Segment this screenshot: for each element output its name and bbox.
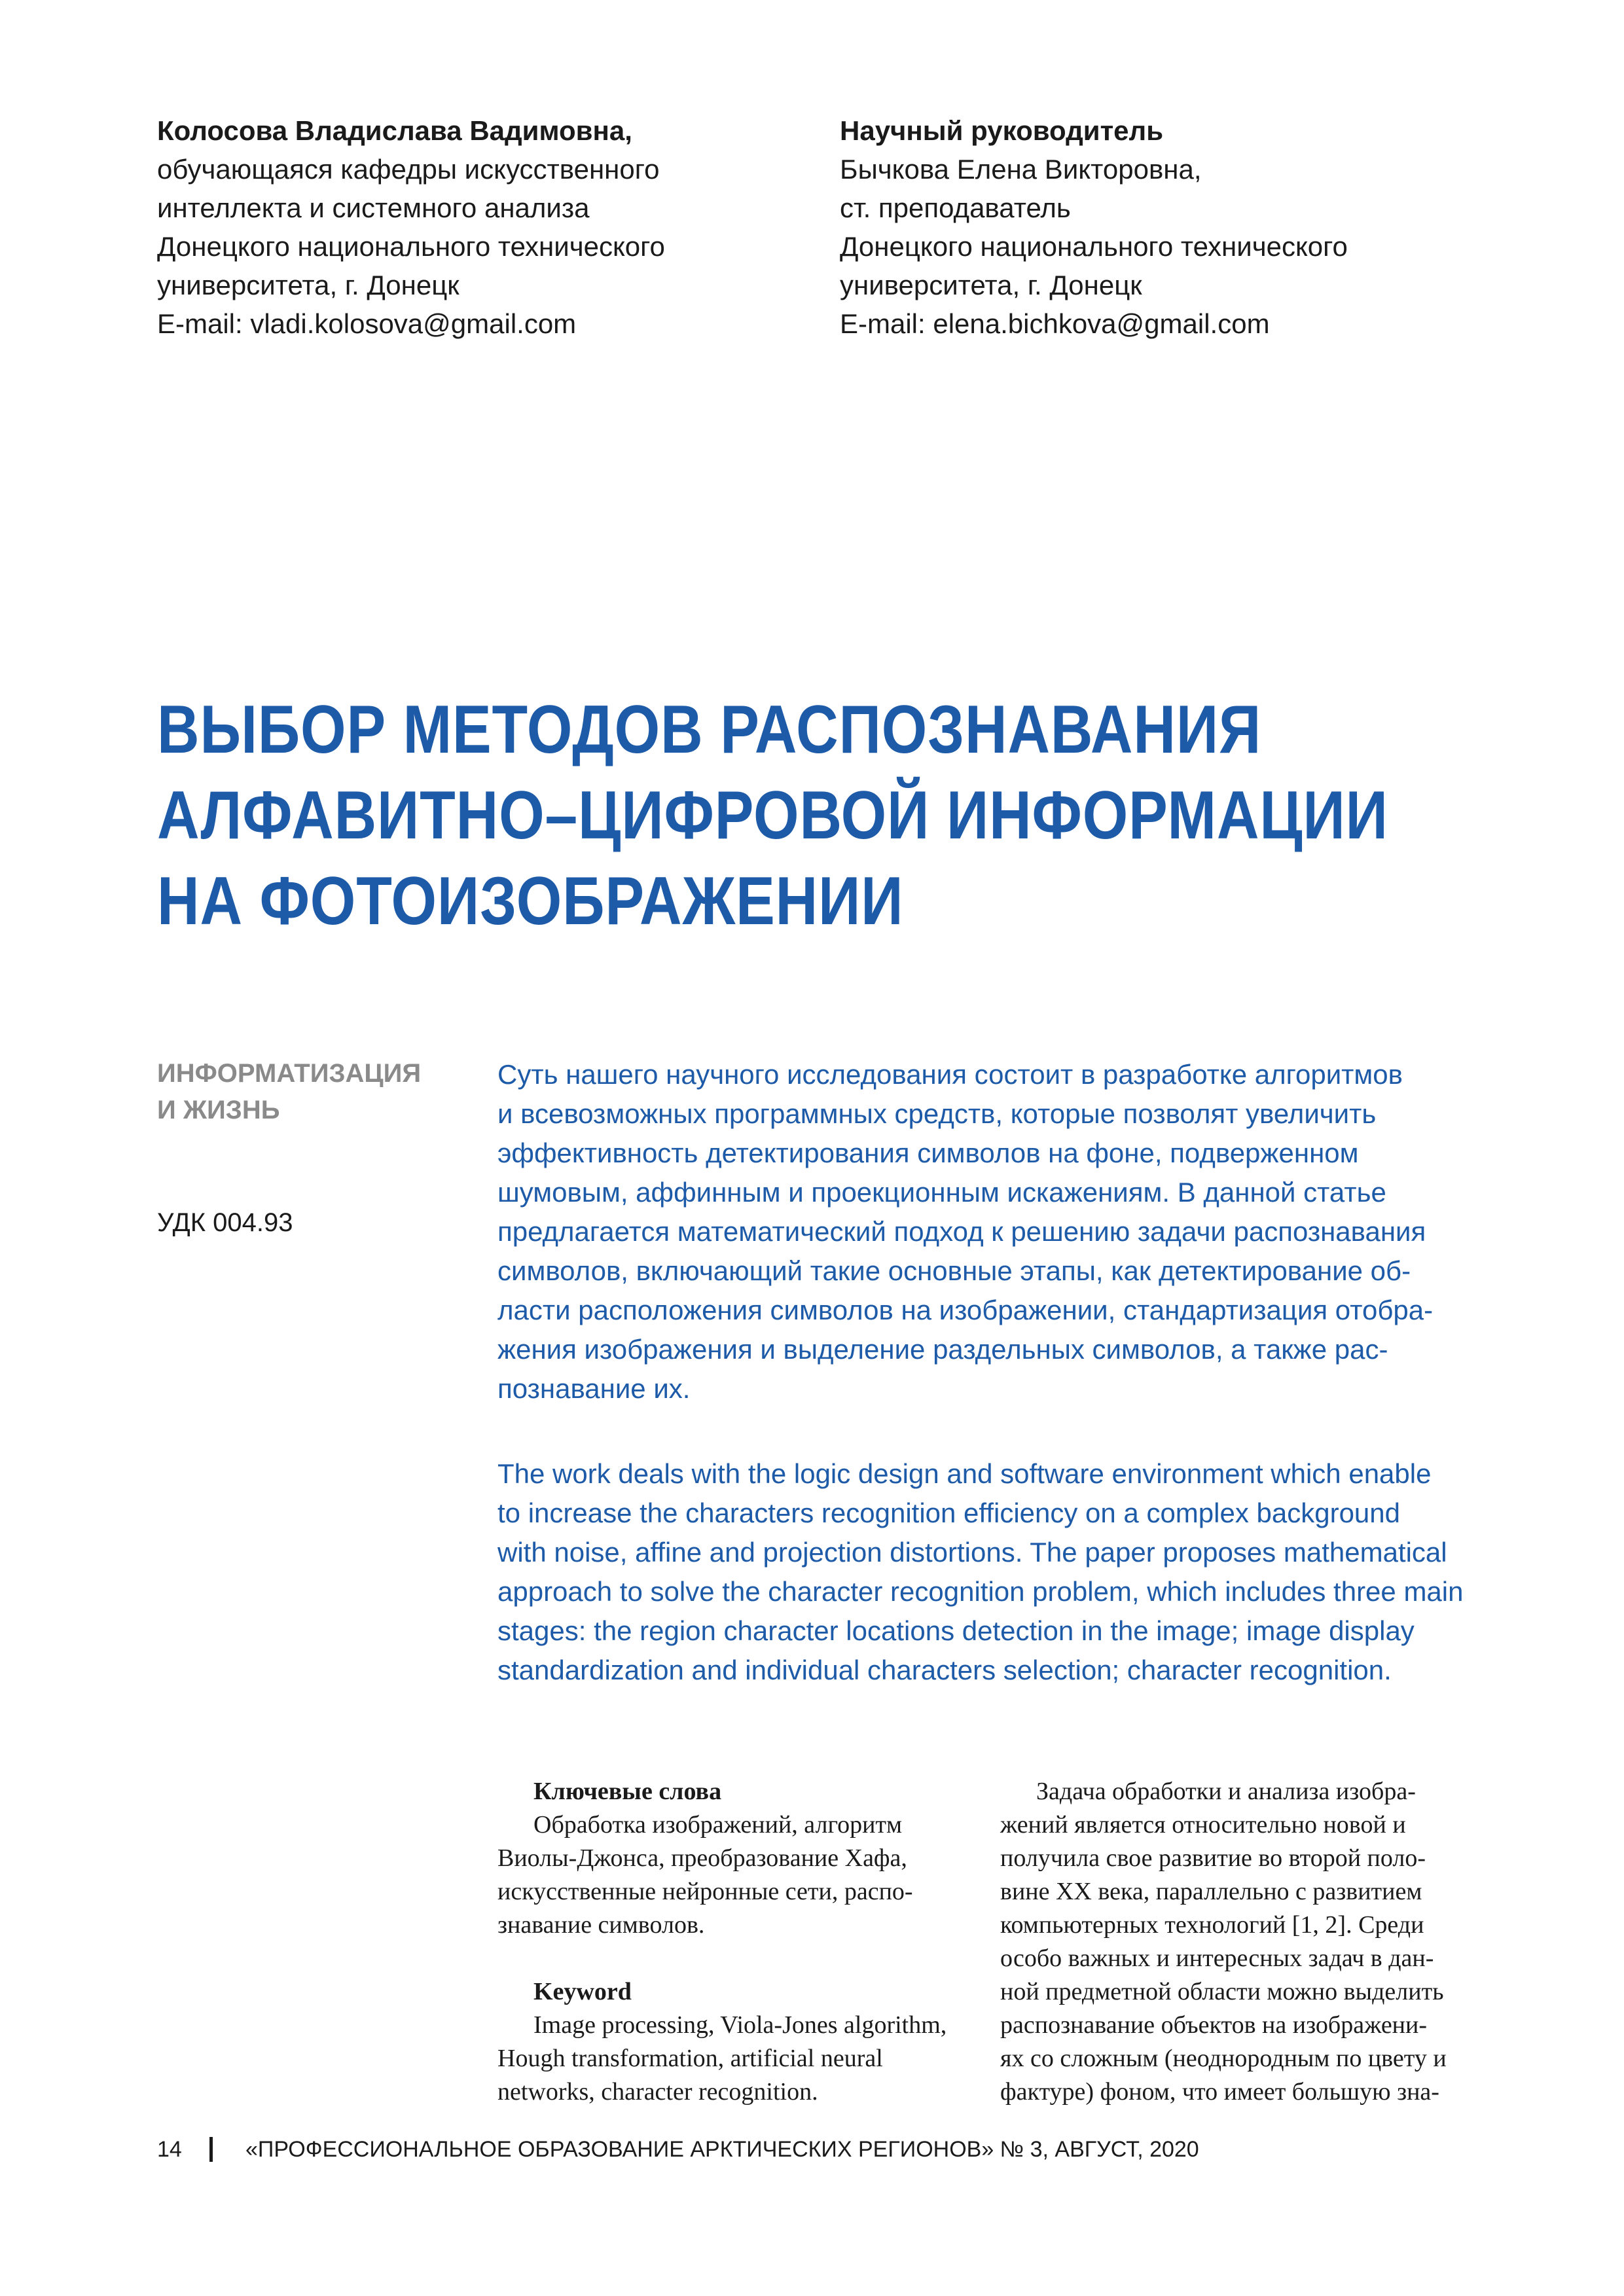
abstract-line: жения изображения и выделение раздельных символов, а также рас- — [497, 1334, 1388, 1365]
body-line: фактуре) фоном, что имеет большую зна- — [1000, 2078, 1439, 2106]
supervisor-line: Донецкого национального технического — [840, 231, 1348, 262]
title-line: ВЫБОР МЕТОДОВ РАСПОЗНАВАНИЯ — [157, 692, 1262, 768]
title-line: АЛФАВИТНО–ЦИФРОВОЙ ИНФОРМАЦИИ — [157, 778, 1388, 853]
supervisor-heading: Научный руководитель — [840, 115, 1164, 146]
supervisor-line: университета, г. Донецк — [840, 270, 1142, 300]
body-line: особо важных и интересных задач в дан- — [1000, 1945, 1434, 1972]
rubric-line: ИНФОРМАТИЗАЦИЯ — [157, 1059, 422, 1088]
keywords-ru-line: знавание символов. — [497, 1911, 705, 1939]
page-number: 14 — [157, 2137, 182, 2162]
article-title — [157, 687, 1388, 944]
author-line: интеллекта и системного анализа — [157, 192, 590, 223]
abstract-en — [497, 1454, 1479, 1690]
keywords-column — [497, 1775, 982, 2109]
body-column — [1000, 1775, 1478, 2109]
abstract-ru — [497, 1055, 1479, 1408]
abstract-line: to increase the characters recognition efficiency on a complex background — [497, 1498, 1401, 1528]
body-line: ях со сложным (неоднородным по цвету и — [1000, 2045, 1447, 2072]
keywords-ru-heading: Ключевые слова — [533, 1778, 722, 1805]
abstract-line: standardization and individual characters selection; character recognition. — [497, 1655, 1392, 1685]
body-line: компьютерных технологий [1, 2]. Среди — [1000, 1911, 1424, 1939]
abstract-line: эффективность детектирования символов на фоне, подверженном — [497, 1138, 1359, 1168]
keywords-ru-line: искусственные нейронные сети, распо- — [497, 1878, 913, 1905]
abstract-line: approach to solve the character recognition problem, which includes three main — [497, 1576, 1464, 1607]
abstract-line: with noise, affine and projection distortions. The paper proposes mathematical — [497, 1537, 1447, 1568]
title-line: НА ФОТОИЗОБРАЖЕНИИ — [157, 863, 904, 939]
supervisor-email: E-mail: elena.bichkova@gmail.com — [840, 308, 1270, 339]
abstract-line: Суть нашего научного исследования состоит в разработке алгоритмов — [497, 1059, 1403, 1090]
supervisor-line: ст. преподаватель — [840, 192, 1071, 223]
author-block — [157, 111, 812, 343]
keywords-en-line: networks, character recognition. — [497, 2078, 818, 2106]
author-line: обучающаяся кафедры искусственного — [157, 154, 660, 185]
rubric-line: И ЖИЗНЬ — [157, 1096, 280, 1124]
keywords-en-line: Image processing, Viola-Jones algorithm, — [533, 2011, 947, 2039]
page-footer — [157, 2135, 1199, 2164]
abstract-line: шумовым, аффинным и проекционным искажениям. В данной статье — [497, 1177, 1386, 1208]
keywords-en-line: Hough transformation, artificial neural — [497, 2045, 883, 2072]
abstract-line: ласти расположения символов на изображении, стандартизация отобра- — [497, 1295, 1434, 1325]
body-line: распознавание объектов на изображени- — [1000, 2011, 1428, 2039]
keywords-ru-line: Обработка изображений, алгоритм — [533, 1811, 903, 1839]
author-line: Донецкого национального технического — [157, 231, 665, 262]
supervisor-block — [840, 111, 1494, 343]
udk-code: УДК 004.93 — [157, 1208, 293, 1237]
abstract-line: и всевозможных программных средств, которые позволят увеличить — [497, 1098, 1377, 1129]
abstract-line: предлагается математический подход к решению задачи распознавания — [497, 1216, 1426, 1247]
supervisor-line: Бычкова Елена Викторовна, — [840, 154, 1202, 185]
body-line: получила свое развитие во второй поло- — [1000, 1844, 1426, 1872]
author-email: E-mail: vladi.kolosova@gmail.com — [157, 308, 577, 339]
journal-name: «ПРОФЕССИОНАЛЬНОЕ ОБРАЗОВАНИЕ АРКТИЧЕСКИХ РЕГИОНОВ» № 3, АВГУСТ, 2020 — [245, 2137, 1199, 2162]
body-line: Задача обработки и анализа изобра- — [1036, 1778, 1416, 1805]
body-line: ной предметной области можно выделить — [1000, 1978, 1444, 2005]
body-line: жений является относительно новой и — [1000, 1811, 1406, 1839]
abstract-line: символов, включающий такие основные этапы, как детектирование об- — [497, 1255, 1411, 1286]
spacer — [497, 1942, 982, 1975]
keywords-en-heading: Keyword — [533, 1978, 632, 2005]
footer-separator — [209, 2137, 213, 2162]
abstract-line: The work deals with the logic design and software environment which enable — [497, 1458, 1432, 1489]
abstract-line: познавание их. — [497, 1373, 691, 1404]
keywords-ru-line: Виолы-Джонса, преобразование Хафа, — [497, 1844, 907, 1872]
abstract-line: stages: the region character locations detection in the image; image display — [497, 1615, 1415, 1646]
author-name: Колосова Владислава Вадимовна, — [157, 115, 632, 146]
rubric — [157, 1055, 471, 1128]
author-line: университета, г. Донецк — [157, 270, 460, 300]
body-line: вине XX века, параллельно с развитием — [1000, 1878, 1422, 1905]
